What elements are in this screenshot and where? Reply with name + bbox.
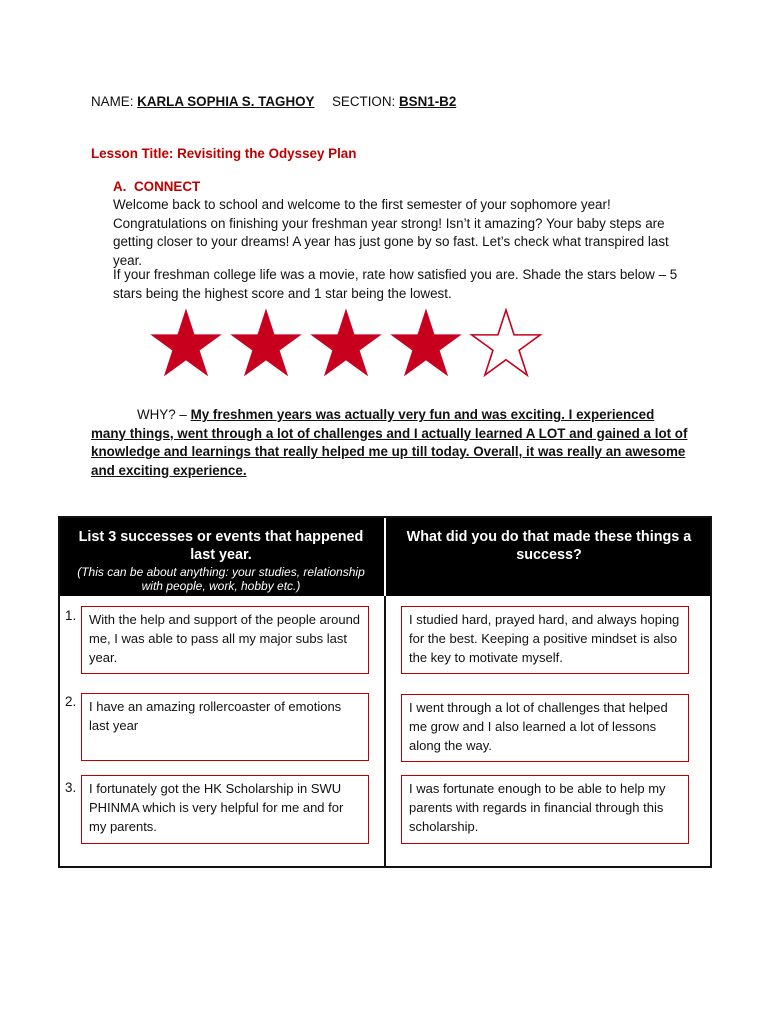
how-box[interactable]: I was fortunate enough to be able to help my parents with regards in financial through this scholarship. <box>401 775 689 844</box>
name-label: NAME: <box>91 94 134 109</box>
name-line <box>91 93 314 111</box>
star-filled-icon[interactable] <box>152 310 220 375</box>
star-rating[interactable] <box>146 307 546 383</box>
lesson-title: Lesson Title: Revisiting the Odyssey Plan <box>91 146 357 161</box>
success-box[interactable]: I fortunately got the HK Scholarship in SWU PHINMA which is very helpful for me and for my parents. <box>81 775 369 844</box>
name-value: KARLA SOPHIA S. TAGHOY <box>137 94 315 109</box>
why-answer-paragraph <box>91 406 691 480</box>
header-column-divider <box>384 518 386 596</box>
col1-header <box>66 528 376 593</box>
why-label: WHY? – <box>137 407 187 422</box>
star-empty-icon[interactable] <box>472 310 540 375</box>
star-filled-icon[interactable] <box>232 310 300 375</box>
star-filled-icon[interactable] <box>312 310 380 375</box>
success-box[interactable]: With the help and support of the people around me, I was able to pass all my major subs last year. <box>81 606 369 674</box>
successes-table <box>58 516 712 868</box>
star-filled-icon[interactable] <box>392 310 460 375</box>
connect-letter: A. <box>113 179 127 194</box>
how-box[interactable]: I went through a lot of challenges that helped me grow and I also learned a lot of lessons along the way. <box>401 694 689 762</box>
col2-header: What did you do that made these things a success? <box>406 529 692 563</box>
connect-title: CONNECT <box>134 179 201 194</box>
row-number: 2. <box>65 694 77 709</box>
section-label: SECTION: <box>332 94 396 109</box>
row-number: 3. <box>65 780 77 795</box>
why-answer: My freshmen years was actually very fun and was exciting. I experienced many things, went through a lot of challenges and I actually learned A LOT and gained a lot of knowledge and learnings that really helped me up till today. Overall, it was really an awesome and exciting experience. <box>91 407 688 478</box>
how-box[interactable]: I studied hard, prayed hard, and always hoping for the best. Keeping a positive mindset is also the key to motivate myself. <box>401 606 689 674</box>
row-number: 1. <box>65 608 77 623</box>
connect-heading <box>113 179 200 194</box>
success-box[interactable]: I have an amazing rollercoaster of emotions last year <box>81 693 369 761</box>
col1-header-subtitle: (This can be about anything: your studies, relationship with people, work, hobby etc.) <box>77 565 365 593</box>
section-value: BSN1-B2 <box>398 94 457 109</box>
section-line <box>332 93 456 111</box>
col1-header-title: List 3 successes or events that happened last year. <box>78 529 364 563</box>
connect-paragraph-1: Welcome back to school and welcome to the first semester of your sophomore year! Congratulations on finishing your freshman year strong! Isn’t it amazing? Your baby steps are getting closer to your dreams! A year has just gone by so fast. Let’s check what transpired last year. <box>113 197 669 268</box>
connect-paragraph-2: If your freshman college life was a movie, rate how satisfied you are. Shade the stars below – 5 stars being the highest score and 1 star being the lowest. <box>113 267 678 301</box>
